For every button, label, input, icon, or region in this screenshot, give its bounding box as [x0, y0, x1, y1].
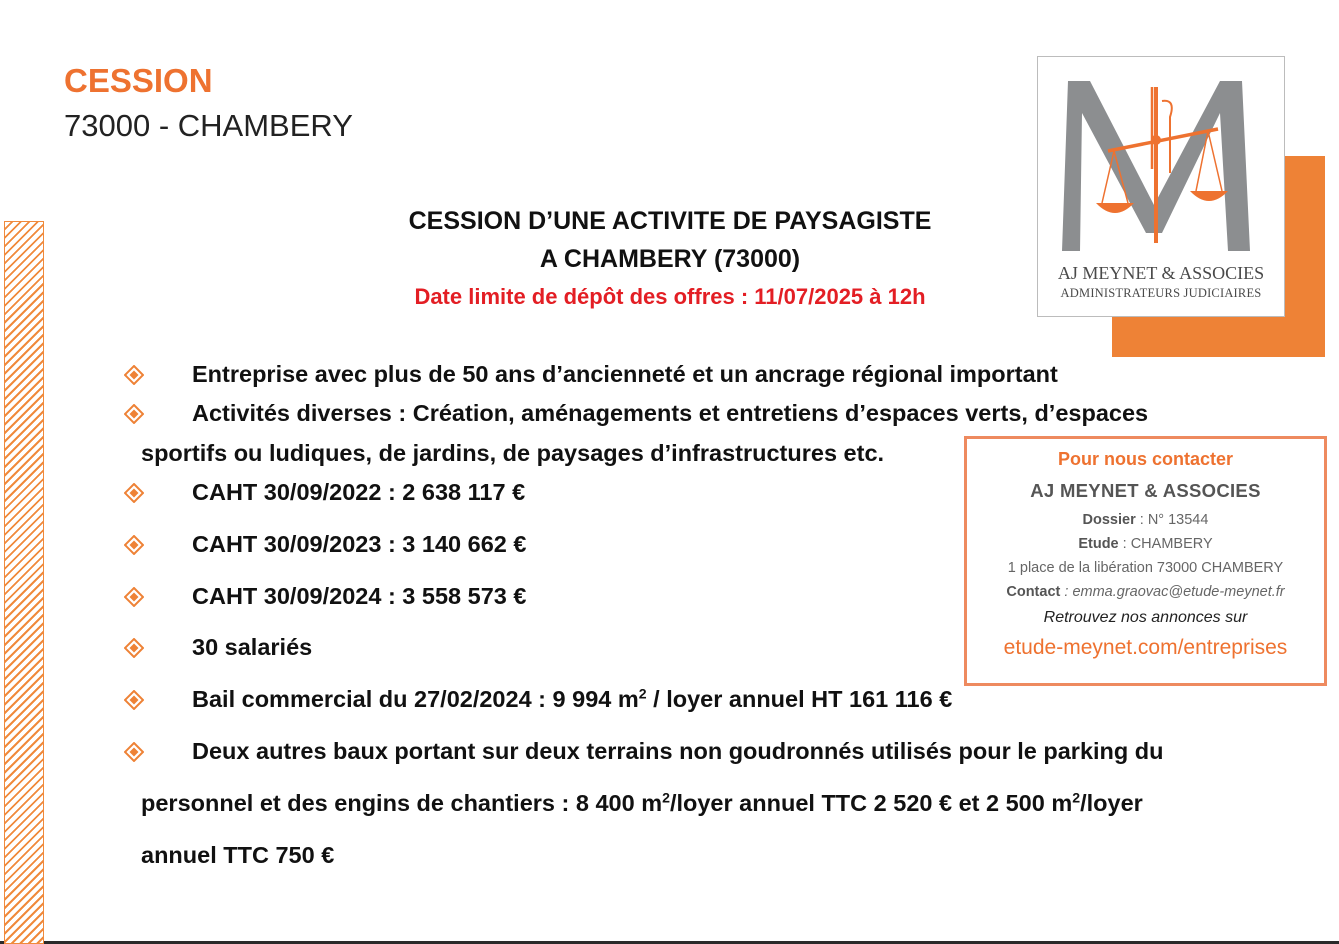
- bullet-text: Activités diverses : Création, aménagements et entretiens d’espaces verts, d’espaces: [192, 400, 1149, 426]
- contact-firm: AJ MEYNET & ASSOCIES: [1030, 480, 1261, 501]
- bullet-diamond-icon: [124, 365, 144, 385]
- listing-location: 73000 - CHAMBERY: [64, 108, 353, 143]
- logo-company-name: AJ MEYNET & ASSOCIES: [1057, 263, 1265, 283]
- bullet-text-continuation: sportifs ou ludiques, de jardins, de paysages d’infrastructures etc.: [141, 440, 885, 466]
- contact-address: 1 place de la libération 73000 CHAMBERY: [1007, 560, 1284, 576]
- lease-text-end: / loyer annuel HT 161 116 €: [646, 686, 953, 712]
- bullet-text: Deux autres baux portant sur deux terrains non goudronnés utilisés pour le parking du: [192, 738, 1164, 764]
- scales-of-justice-logo-icon: [1058, 73, 1268, 255]
- bullet-diamond-icon: [124, 638, 144, 658]
- bullet-diamond-icon: [124, 587, 144, 607]
- bullet-diamond-icon: [124, 742, 144, 762]
- squared-superscript: 2: [1072, 789, 1081, 806]
- contact-label: Contact: [1006, 584, 1061, 600]
- etude-label: Etude: [1078, 536, 1119, 552]
- headline-title: CESSION D’UNE ACTIVITE DE PAYSAGISTE: [408, 207, 932, 235]
- contact-separator: :: [1060, 584, 1073, 600]
- decorative-hatch-stripe: [4, 221, 44, 944]
- offer-deadline: Date limite de dépôt des offres : 11/07/2025 à 12h: [414, 284, 926, 309]
- squared-superscript: 2: [638, 685, 647, 702]
- bullet-diamond-icon: [124, 404, 144, 424]
- dossier-value: : N° 13544: [1135, 512, 1209, 528]
- etude-line: [967, 536, 1324, 552]
- bullet-text: 30 salariés: [192, 634, 313, 660]
- text-segment: personnel et des engins de chantiers : 8 400 m: [141, 790, 663, 816]
- contact-line: [967, 584, 1324, 600]
- lease-text-start: Bail commercial du 27/02/2024 : 9 994 m: [192, 686, 639, 712]
- squared-superscript: 2: [662, 789, 670, 806]
- website-link[interactable]: etude-meynet.com/entreprises: [1003, 636, 1288, 659]
- contact-email-link[interactable]: emma.graovac@etude-meynet.fr: [1072, 584, 1285, 600]
- bullet-text-continuation: [141, 790, 1143, 817]
- company-logo: [1037, 56, 1285, 317]
- listing-type: CESSION: [64, 62, 213, 99]
- bullet-diamond-icon: [124, 690, 144, 710]
- headline-location: A CHAMBERY (73000): [539, 245, 801, 273]
- contact-title: Pour nous contacter: [1057, 449, 1234, 469]
- bullet-text: CAHT 30/09/2022 : 2 638 117 €: [192, 479, 526, 505]
- dossier-label: Dossier: [1082, 512, 1136, 528]
- bullet-text-continuation: annuel TTC 750 €: [141, 842, 335, 868]
- bullet-text: CAHT 30/09/2024 : 3 558 573 €: [192, 583, 527, 609]
- etude-value: : CHAMBERY: [1118, 536, 1213, 552]
- dossier-line: [967, 512, 1324, 528]
- bullet-diamond-icon: [124, 483, 144, 503]
- logo-company-subtitle: ADMINISTRATEURS JUDICIAIRES: [1060, 286, 1262, 300]
- contact-more-text: Retrouvez nos annonces sur: [1043, 609, 1248, 626]
- text-segment: /loyer: [1080, 790, 1143, 816]
- text-segment: /loyer annuel TTC 2 520 € et 2 500 m: [669, 790, 1073, 816]
- bullet-text: Entreprise avec plus de 50 ans d’ancienneté et un ancrage régional important: [192, 361, 1058, 387]
- contact-box: [964, 436, 1327, 686]
- bullet-text: CAHT 30/09/2023 : 3 140 662 €: [192, 531, 527, 557]
- bullet-diamond-icon: [124, 535, 144, 555]
- bullet-text: [192, 686, 952, 713]
